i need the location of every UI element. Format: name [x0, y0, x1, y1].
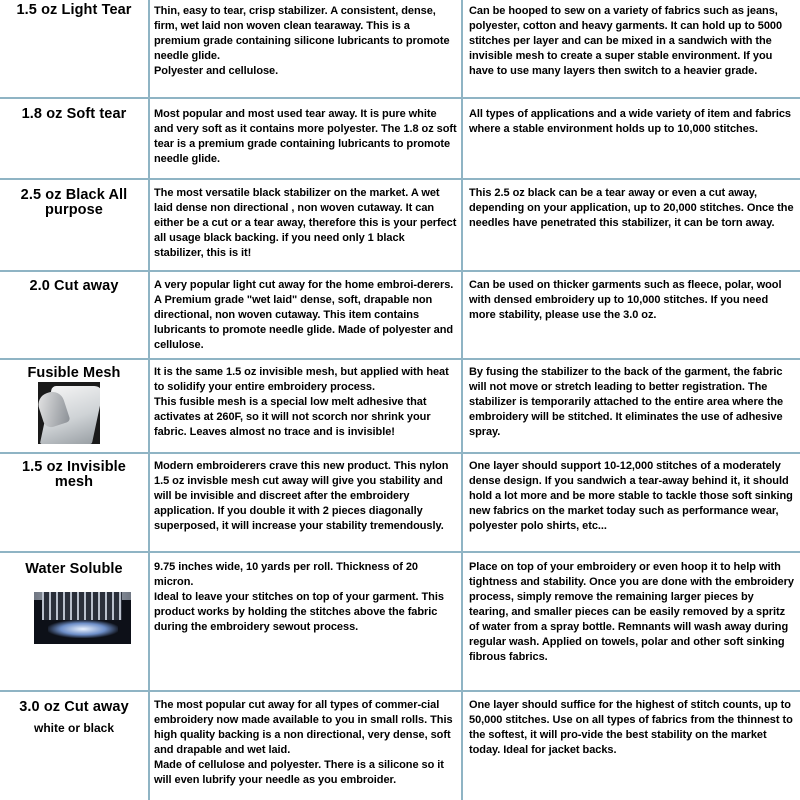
usage-cell — [464, 180, 800, 231]
product-name-cell — [0, 454, 148, 490]
product-usage: All types of applications and a wide variety of item and fabrics where a stable environment holds up to 10,000 stitches. — [469, 108, 791, 135]
product-usage: One layer should support 10-12,000 stitches of a moderately dense design. If you sandwich a tear-away behind it, it should hold a lot more and be more stable to tackle those soft sinking new fabrics on the market today such as performance wear, polyester polo shirts, etc... — [469, 460, 793, 532]
product-description: Modern embroiderers crave this new product. This nylon 1.5 oz invisble mesh cut away will give you stability and will be invisible and discreet after the embroidery application. If you double it with 2 pieces diagonally superposed, it will increase your stability tremendously. — [154, 460, 449, 532]
product-name-cell — [0, 553, 148, 690]
table-row — [0, 180, 800, 272]
product-name-cell — [0, 180, 148, 218]
description-cell — [151, 553, 461, 635]
product-name: 3.0 oz Cut away — [19, 699, 129, 715]
product-name-cell — [0, 272, 148, 294]
product-subname: white or black — [33, 721, 115, 735]
product-description: 9.75 inches wide, 10 yards per roll. Thickness of 20 micron. Ideal to leave your stitches on top of your garment. This product works by holding the stitches above the fabric during the embroidery sewout process. — [154, 561, 444, 633]
product-description: The most versatile black stabilizer on the market. A wet laid dense non directional , non woven cutaway. It can either be a cut or a tear away, therefore this is your perfect all usage black backing. if you need only 1 black stabilizer, this is it! — [154, 187, 457, 259]
product-usage: Can be hooped to sew on a variety of fabrics such as jeans, polyester, cotton and heavy garments. It can hold up to 5000 stitches per layer and can be mixed in a sandwich with the invisible mesh to create a super stable environment. If you have to use many layers then switch to a heavier grade. — [469, 5, 783, 77]
product-description: It is the same 1.5 oz invisible mesh, but applied with heat to solidify your entire embroidery process. This fusible mesh is a special low melt adhesive that activates at 260F, so it will not scorch nor shrink your fabric. Leaves almost no trace and is invisible! — [154, 366, 449, 438]
table-row — [0, 99, 800, 180]
product-description: Thin, easy to tear, crisp stabilizer. A consistent, dense, firm, wet laid non woven clean tearaway. This is a premium grade containing silicone lubricants to promote needle glide. Polyester and cellulose. — [154, 5, 450, 77]
product-description: A very popular light cut away for the home embroi-derers. A Premium grade "wet laid" dense, soft, drapable non directional, non woven cutaway. This item contains lubricants to promote needle glide. Made of polyester and cellulose. — [154, 279, 454, 351]
description-cell — [151, 0, 461, 79]
usage-cell — [464, 272, 800, 323]
description-cell — [151, 180, 461, 261]
table-row — [0, 454, 800, 553]
fusible-mesh-photo — [38, 382, 100, 444]
description-cell — [151, 454, 461, 534]
usage-cell — [464, 0, 800, 79]
product-name: 2.0 Cut away — [29, 278, 119, 294]
description-cell — [151, 272, 461, 353]
table-row — [0, 692, 800, 800]
product-name: Water Soluble — [25, 561, 123, 577]
usage-cell — [464, 692, 800, 758]
description-cell — [151, 692, 461, 788]
usage-cell — [464, 360, 800, 440]
description-cell — [151, 360, 461, 440]
water-soluble-photo — [34, 592, 131, 644]
product-description: Most popular and most used tear away. It is pure white and very soft as it contains more polyester. The 1.8 oz soft tear is a premium grade containing lubricants to promote needle glide. — [154, 108, 457, 165]
product-name-cell — [0, 360, 148, 452]
product-usage: One layer should suffice for the highest of stitch counts, up to 50,000 stitches. Use on all types of fabrics from the thinnest to the softest, it will pro-vide the best stability on the market today. Ideal for jacket backs. — [469, 699, 793, 756]
table-row — [0, 0, 800, 99]
product-name: 2.5 oz Black All purpose — [20, 187, 128, 218]
product-usage: This 2.5 oz black can be a tear away or even a cut away, depending on your application, up to 20,000 stitches. Once the needles have penetrated this stabilizer, it can be torn away. — [469, 187, 794, 229]
product-usage: Can be used on thicker garments such as fleece, polar, wool with densed embroidery up to 10,000 stitches. If you need more stability, please use the 3.0 oz. — [469, 279, 782, 321]
product-name-cell — [0, 99, 148, 122]
product-name: 1.5 oz Light Tear — [16, 2, 132, 18]
usage-cell — [464, 553, 800, 665]
product-name: Fusible Mesh — [27, 365, 121, 381]
table-row — [0, 272, 800, 360]
usage-cell — [464, 99, 800, 137]
product-name: 1.5 oz Invisible mesh — [22, 459, 126, 490]
product-name-cell — [0, 0, 148, 18]
table-row — [0, 553, 800, 692]
description-cell — [151, 99, 461, 167]
table-row — [0, 360, 800, 454]
product-usage: By fusing the stabilizer to the back of the garment, the fabric will not move or stretch leading to better registration. The stabilizer is temporarily attached to the entire area where the embroidery will be stitched. It eliminates the use of adhesive spray. — [469, 366, 784, 438]
product-description: The most popular cut away for all types of commer-cial embroidery now made available to you in small rolls. This high quality backing is a non directional, very dense, soft and drapable and wet laid. Made of cellulose and polyester. There is a silicone so it will even lubrify your needle as you embroider. — [154, 699, 453, 786]
product-name-cell — [0, 692, 148, 735]
usage-cell — [464, 454, 800, 534]
product-usage: Place on top of your embroidery or even hoop it to help with tightness and stability. Once you are done with the embroidery process, simply remove the remaining larger pieces by tearing, and smaller pieces can be easily removed by a spritz of water from a spray bottle. Remnants will wash away during regular wash. Applied on towels, polar and other soft sinking fibrous fabrics. — [469, 561, 794, 663]
product-name: 1.8 oz Soft tear — [21, 106, 127, 122]
